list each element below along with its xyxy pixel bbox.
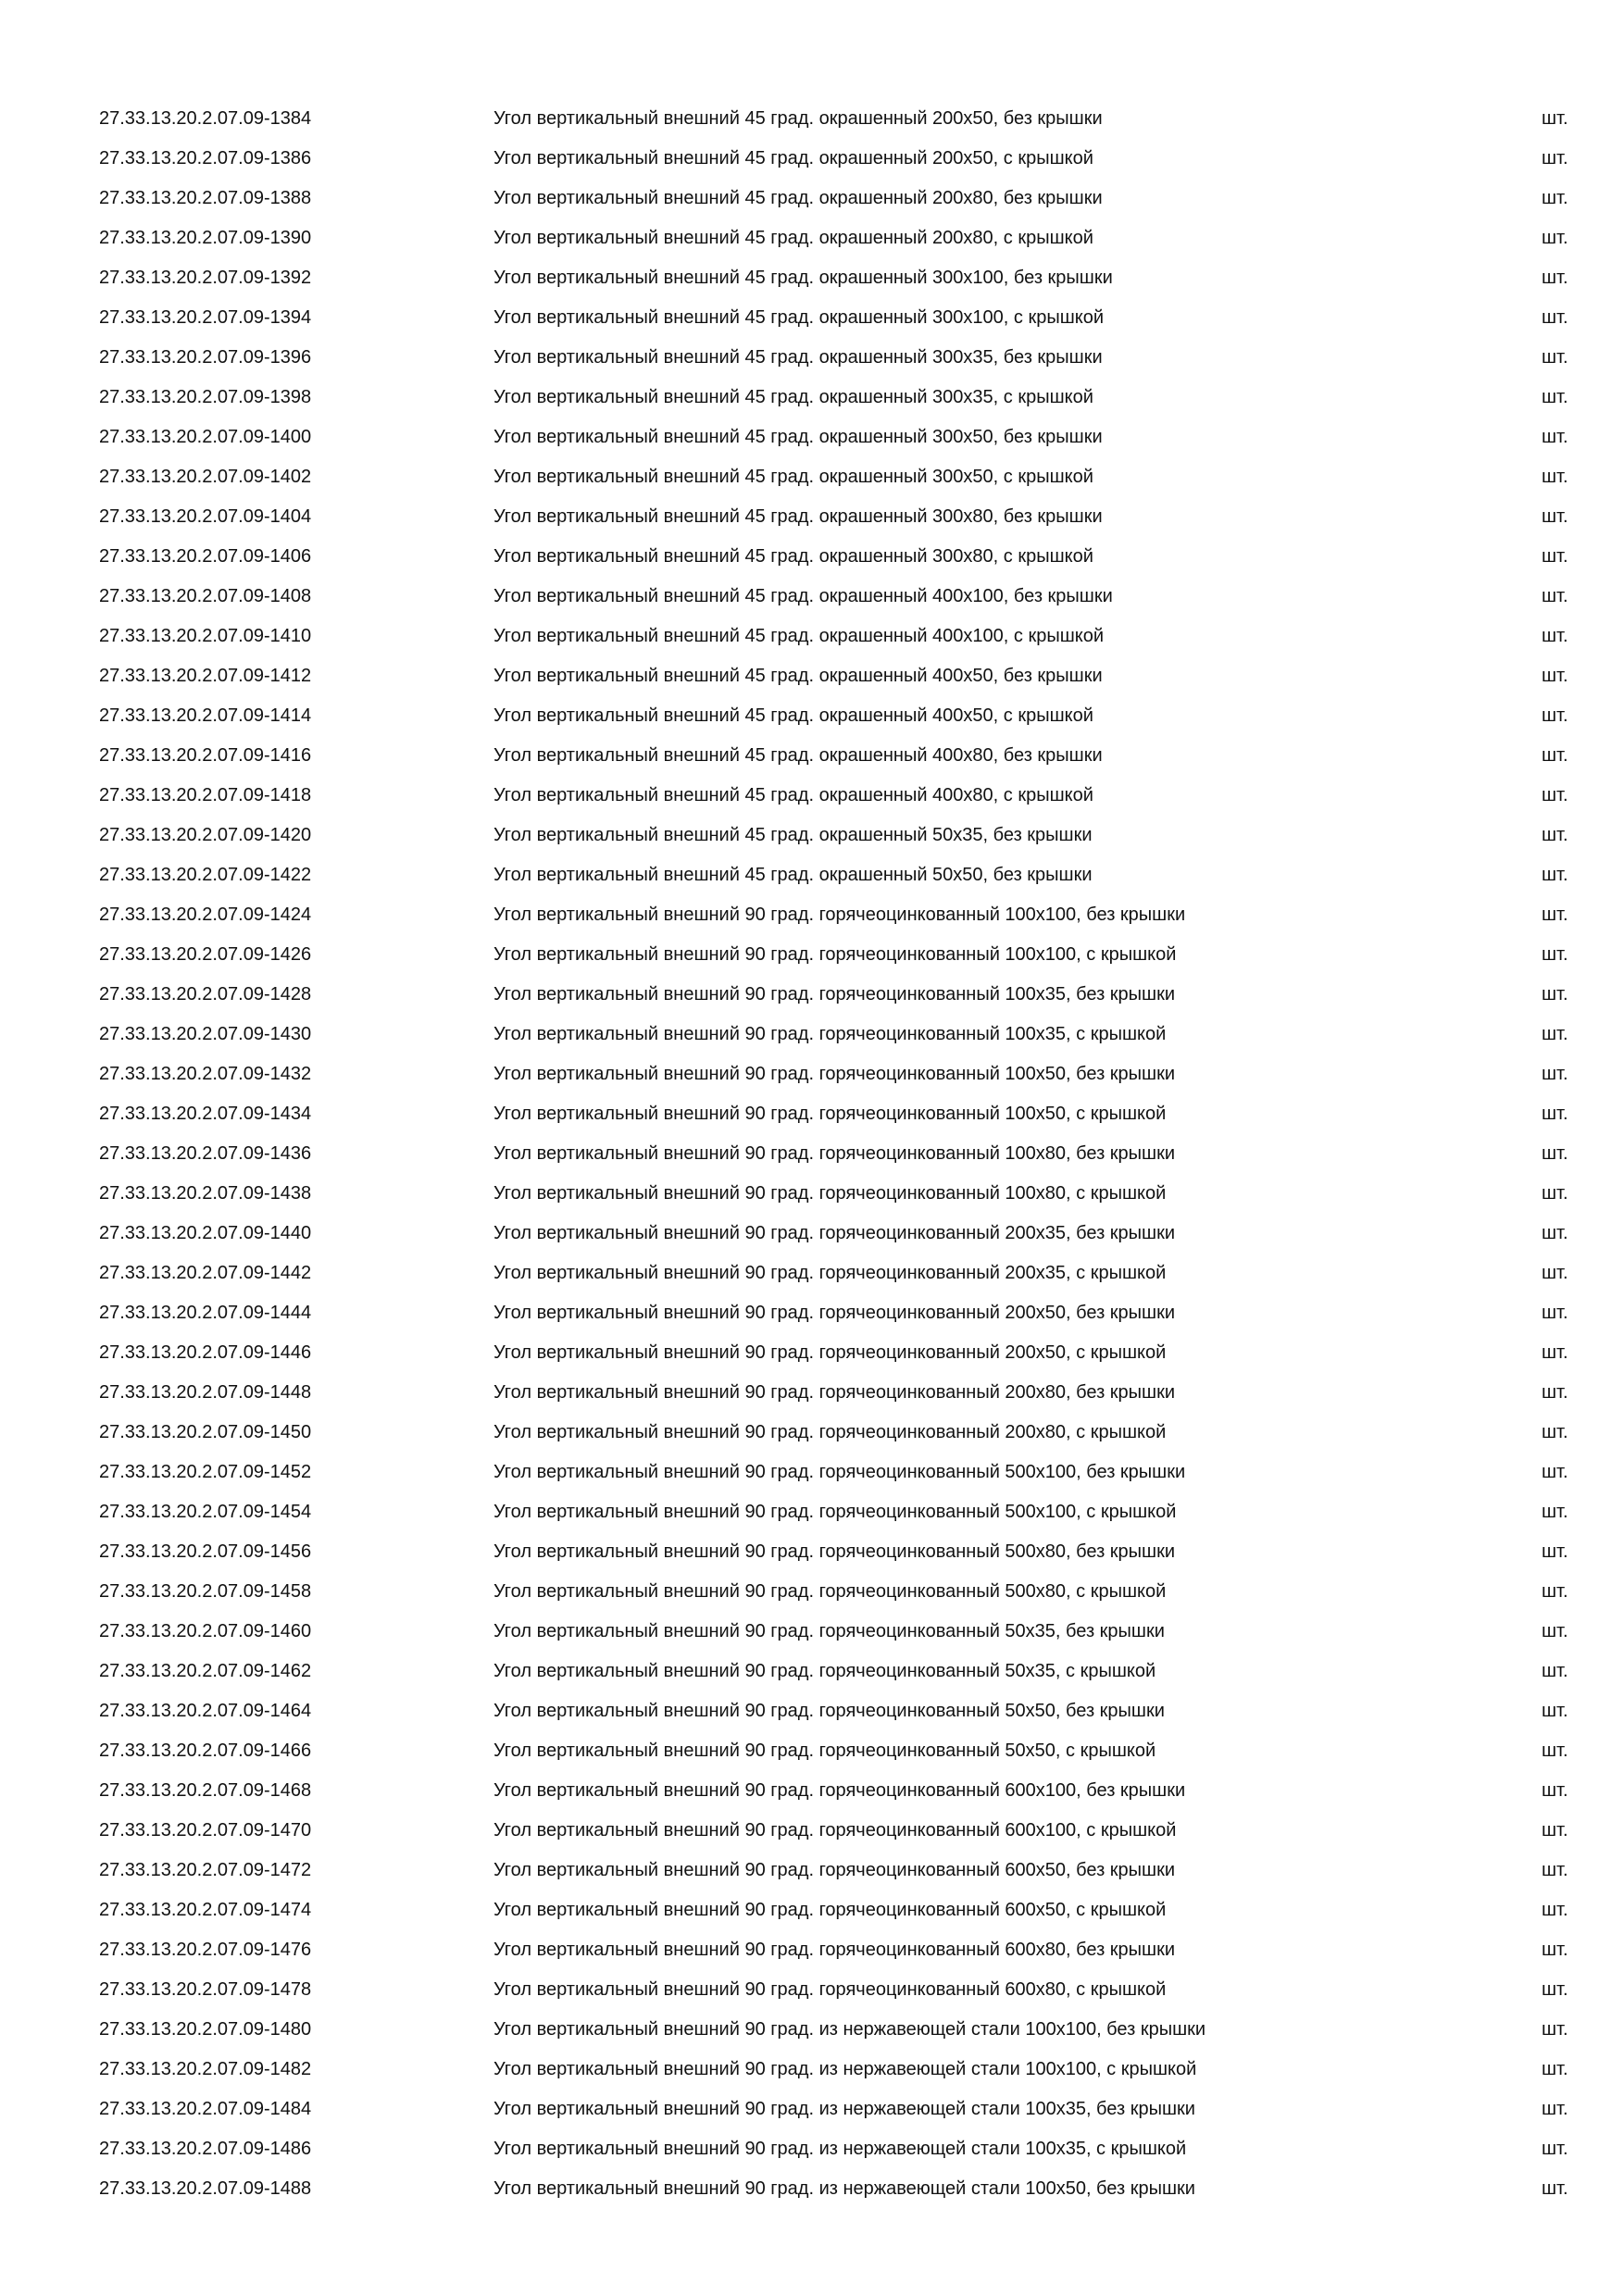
item-name: Угол вертикальный внешний 90 град. горячеоцинкованный 200х50, без крышки (493, 1303, 1176, 1323)
item-name: Угол вертикальный внешний 90 град. горячеоцинкованный 600х80, без крышки (493, 1940, 1176, 1960)
item-name: Угол вертикальный внешний 90 град. горячеоцинкованный 100х50, без крышки (493, 1064, 1176, 1084)
table-row (0, 1023, 1624, 1063)
item-code: 27.33.13.20.2.07.09-1434 (99, 1104, 312, 1124)
item-code: 27.33.13.20.2.07.09-1420 (99, 825, 312, 845)
item-name: Угол вертикальный внешний 90 град. из нержавеющей стали 100х100, без крышки (493, 2019, 1206, 2040)
table-row (0, 306, 1624, 346)
item-code: 27.33.13.20.2.07.09-1418 (99, 785, 312, 805)
item-unit: шт. (1542, 745, 1568, 766)
item-unit: шт. (1542, 865, 1568, 885)
item-code: 27.33.13.20.2.07.09-1422 (99, 865, 312, 885)
item-name: Угол вертикальный внешний 90 град. горячеоцинкованный 100х35, с крышкой (493, 1024, 1167, 1044)
item-code: 27.33.13.20.2.07.09-1398 (99, 387, 312, 407)
item-unit: шт. (1542, 506, 1568, 527)
table-row (0, 824, 1624, 864)
item-unit: шт. (1542, 1940, 1568, 1960)
table-row (0, 665, 1624, 705)
table-row (0, 904, 1624, 943)
item-unit: шт. (1542, 1064, 1568, 1084)
table-row (0, 2018, 1624, 2058)
table-row (0, 1381, 1624, 1421)
table-row (0, 1063, 1624, 1103)
table-row (0, 2177, 1624, 2217)
item-unit: шт. (1542, 1621, 1568, 1641)
table-row (0, 2098, 1624, 2138)
table-row (0, 267, 1624, 306)
item-code: 27.33.13.20.2.07.09-1464 (99, 1701, 312, 1721)
item-code: 27.33.13.20.2.07.09-1450 (99, 1422, 312, 1442)
table-row (0, 1501, 1624, 1541)
item-name: Угол вертикальный внешний 90 град. горячеоцинкованный 100х100, без крышки (493, 905, 1186, 925)
item-unit: шт. (1542, 1303, 1568, 1323)
table-row (0, 1978, 1624, 2018)
table-row (0, 346, 1624, 386)
item-unit: шт. (1542, 546, 1568, 567)
table-row (0, 705, 1624, 744)
item-name: Угол вертикальный внешний 45 град. окрашенный 300х80, с крышкой (493, 546, 1093, 567)
item-unit: шт. (1542, 108, 1568, 129)
item-code: 27.33.13.20.2.07.09-1388 (99, 188, 312, 208)
item-name: Угол вертикальный внешний 45 град. окрашенный 300х35, без крышки (493, 347, 1103, 368)
item-name: Угол вертикальный внешний 45 град. окрашенный 400х50, без крышки (493, 666, 1103, 686)
item-code: 27.33.13.20.2.07.09-1414 (99, 705, 312, 726)
item-unit: шт. (1542, 1462, 1568, 1482)
item-code: 27.33.13.20.2.07.09-1406 (99, 546, 312, 567)
item-code: 27.33.13.20.2.07.09-1404 (99, 506, 312, 527)
item-name: Угол вертикальный внешний 45 град. окрашенный 200х80, с крышкой (493, 228, 1093, 248)
item-unit: шт. (1542, 666, 1568, 686)
table-row (0, 466, 1624, 505)
item-unit: шт. (1542, 1979, 1568, 2000)
table-row (0, 625, 1624, 665)
item-unit: шт. (1542, 905, 1568, 925)
item-unit: шт. (1542, 1143, 1568, 1164)
item-code: 27.33.13.20.2.07.09-1444 (99, 1303, 312, 1323)
item-code: 27.33.13.20.2.07.09-1408 (99, 586, 312, 606)
item-code: 27.33.13.20.2.07.09-1466 (99, 1741, 312, 1761)
item-code: 27.33.13.20.2.07.09-1480 (99, 2019, 312, 2040)
item-name: Угол вертикальный внешний 90 град. горячеоцинкованный 50х50, без крышки (493, 1701, 1165, 1721)
item-unit: шт. (1542, 2019, 1568, 2040)
table-row (0, 744, 1624, 784)
item-name: Угол вертикальный внешний 90 град. горячеоцинкованный 500х80, без крышки (493, 1541, 1176, 1562)
item-name: Угол вертикальный внешний 45 град. окрашенный 300х100, без крышки (493, 268, 1113, 288)
item-code: 27.33.13.20.2.07.09-1438 (99, 1183, 312, 1204)
item-unit: шт. (1542, 1183, 1568, 1204)
item-unit: шт. (1542, 1342, 1568, 1363)
table-row (0, 1421, 1624, 1461)
item-name: Угол вертикальный внешний 45 град. окрашенный 50х50, без крышки (493, 865, 1093, 885)
price-list-table (0, 107, 1624, 2217)
item-code: 27.33.13.20.2.07.09-1430 (99, 1024, 312, 1044)
item-name: Угол вертикальный внешний 45 град. окрашенный 400х50, с крышкой (493, 705, 1093, 726)
item-unit: шт. (1542, 626, 1568, 646)
item-name: Угол вертикальный внешний 90 град. горячеоцинкованный 500х80, с крышкой (493, 1581, 1167, 1602)
table-row (0, 1700, 1624, 1740)
item-name: Угол вертикальный внешний 90 град. горячеоцинкованный 200х80, без крышки (493, 1382, 1176, 1403)
item-name: Угол вертикальный внешний 90 град. горячеоцинкованный 50х35, с крышкой (493, 1661, 1156, 1681)
item-unit: шт. (1542, 1223, 1568, 1243)
item-name: Угол вертикальный внешний 90 град. горячеоцинкованный 600х50, с крышкой (493, 1900, 1167, 1920)
table-row (0, 943, 1624, 983)
item-code: 27.33.13.20.2.07.09-1456 (99, 1541, 312, 1562)
item-name: Угол вертикальный внешний 90 град. горячеоцинкованный 600х100, с крышкой (493, 1820, 1177, 1841)
item-code: 27.33.13.20.2.07.09-1416 (99, 745, 312, 766)
item-name: Угол вертикальный внешний 90 град. из нержавеющей стали 100х100, с крышкой (493, 2059, 1197, 2079)
item-unit: шт. (1542, 347, 1568, 368)
item-name: Угол вертикальный внешний 90 град. горячеоцинкованный 50х50, с крышкой (493, 1741, 1156, 1761)
item-unit: шт. (1542, 148, 1568, 168)
item-unit: шт. (1542, 705, 1568, 726)
item-unit: шт. (1542, 1701, 1568, 1721)
item-unit: шт. (1542, 2059, 1568, 2079)
table-row (0, 1182, 1624, 1222)
item-code: 27.33.13.20.2.07.09-1468 (99, 1780, 312, 1801)
item-code: 27.33.13.20.2.07.09-1400 (99, 427, 312, 447)
item-name: Угол вертикальный внешний 90 град. горячеоцинкованный 100х100, с крышкой (493, 944, 1177, 965)
item-unit: шт. (1542, 1422, 1568, 1442)
item-name: Угол вертикальный внешний 45 град. окрашенный 400х100, с крышкой (493, 626, 1105, 646)
item-name: Угол вертикальный внешний 45 град. окрашенный 50х35, без крышки (493, 825, 1093, 845)
item-code: 27.33.13.20.2.07.09-1392 (99, 268, 312, 288)
item-code: 27.33.13.20.2.07.09-1448 (99, 1382, 312, 1403)
item-name: Угол вертикальный внешний 90 град. горячеоцинкованный 100х80, без крышки (493, 1143, 1176, 1164)
table-row (0, 784, 1624, 824)
table-row (0, 1899, 1624, 1939)
item-code: 27.33.13.20.2.07.09-1402 (99, 467, 312, 487)
item-unit: шт. (1542, 1860, 1568, 1880)
table-row (0, 1262, 1624, 1302)
item-name: Угол вертикальный внешний 45 град. окрашенный 400х80, с крышкой (493, 785, 1093, 805)
table-row (0, 1222, 1624, 1262)
item-unit: шт. (1542, 1820, 1568, 1841)
item-unit: шт. (1542, 984, 1568, 1004)
item-code: 27.33.13.20.2.07.09-1472 (99, 1860, 312, 1880)
item-code: 27.33.13.20.2.07.09-1394 (99, 307, 312, 328)
item-code: 27.33.13.20.2.07.09-1440 (99, 1223, 312, 1243)
item-name: Угол вертикальный внешний 90 град. горячеоцинкованный 500х100, с крышкой (493, 1502, 1177, 1522)
item-name: Угол вертикальный внешний 90 град. горячеоцинкованный 100х35, без крышки (493, 984, 1176, 1004)
item-name: Угол вертикальный внешний 90 град. горячеоцинкованный 200х35, с крышкой (493, 1263, 1167, 1283)
item-code: 27.33.13.20.2.07.09-1426 (99, 944, 312, 965)
item-unit: шт. (1542, 2099, 1568, 2119)
item-unit: шт. (1542, 1024, 1568, 1044)
item-unit: шт. (1542, 1104, 1568, 1124)
item-name: Угол вертикальный внешний 45 град. окрашенный 400х80, без крышки (493, 745, 1103, 766)
item-unit: шт. (1542, 586, 1568, 606)
table-row (0, 1740, 1624, 1779)
item-name: Угол вертикальный внешний 45 град. окрашенный 300х50, с крышкой (493, 467, 1093, 487)
table-row (0, 386, 1624, 426)
item-code: 27.33.13.20.2.07.09-1442 (99, 1263, 312, 1283)
table-row (0, 1580, 1624, 1620)
item-code: 27.33.13.20.2.07.09-1482 (99, 2059, 312, 2079)
table-row (0, 505, 1624, 545)
item-code: 27.33.13.20.2.07.09-1470 (99, 1820, 312, 1841)
item-code: 27.33.13.20.2.07.09-1458 (99, 1581, 312, 1602)
item-code: 27.33.13.20.2.07.09-1428 (99, 984, 312, 1004)
item-unit: шт. (1542, 467, 1568, 487)
item-unit: шт. (1542, 427, 1568, 447)
table-row (0, 227, 1624, 267)
item-code: 27.33.13.20.2.07.09-1454 (99, 1502, 312, 1522)
item-unit: шт. (1542, 1900, 1568, 1920)
table-row (0, 864, 1624, 904)
table-row (0, 1819, 1624, 1859)
item-code: 27.33.13.20.2.07.09-1486 (99, 2139, 312, 2159)
item-unit: шт. (1542, 2139, 1568, 2159)
table-row (0, 426, 1624, 466)
item-name: Угол вертикальный внешний 45 град. окрашенный 200х80, без крышки (493, 188, 1103, 208)
table-row (0, 545, 1624, 585)
table-row (0, 147, 1624, 187)
table-row (0, 1620, 1624, 1660)
item-name: Угол вертикальный внешний 90 град. горячеоцинкованный 600х100, без крышки (493, 1780, 1186, 1801)
item-code: 27.33.13.20.2.07.09-1410 (99, 626, 312, 646)
item-code: 27.33.13.20.2.07.09-1432 (99, 1064, 312, 1084)
item-name: Угол вертикальный внешний 90 град. из нержавеющей стали 100х35, с крышкой (493, 2139, 1187, 2159)
item-code: 27.33.13.20.2.07.09-1424 (99, 905, 312, 925)
item-name: Угол вертикальный внешний 90 град. горячеоцинкованный 100х50, с крышкой (493, 1104, 1167, 1124)
item-code: 27.33.13.20.2.07.09-1436 (99, 1143, 312, 1164)
table-row (0, 1859, 1624, 1899)
item-code: 27.33.13.20.2.07.09-1396 (99, 347, 312, 368)
item-name: Угол вертикальный внешний 45 град. окрашенный 300х100, с крышкой (493, 307, 1105, 328)
table-row (0, 1541, 1624, 1580)
item-name: Угол вертикальный внешний 90 град. горячеоцинкованный 600х80, с крышкой (493, 1979, 1167, 2000)
item-name: Угол вертикальный внешний 90 град. горячеоцинкованный 200х50, с крышкой (493, 1342, 1167, 1363)
item-name: Угол вертикальный внешний 45 град. окрашенный 400х100, без крышки (493, 586, 1113, 606)
item-code: 27.33.13.20.2.07.09-1484 (99, 2099, 312, 2119)
item-unit: шт. (1542, 1581, 1568, 1602)
item-code: 27.33.13.20.2.07.09-1452 (99, 1462, 312, 1482)
item-unit: шт. (1542, 1741, 1568, 1761)
item-name: Угол вертикальный внешний 90 град. горячеоцинкованный 100х80, с крышкой (493, 1183, 1167, 1204)
item-name: Угол вертикальный внешний 90 град. горячеоцинкованный 200х35, без крышки (493, 1223, 1176, 1243)
item-code: 27.33.13.20.2.07.09-1412 (99, 666, 312, 686)
item-name: Угол вертикальный внешний 90 град. горячеоцинкованный 500х100, без крышки (493, 1462, 1186, 1482)
item-unit: шт. (1542, 1502, 1568, 1522)
item-name: Угол вертикальный внешний 90 град. горячеоцинкованный 600х50, без крышки (493, 1860, 1176, 1880)
item-name: Угол вертикальный внешний 45 град. окрашенный 200х50, с крышкой (493, 148, 1093, 168)
table-row (0, 1103, 1624, 1142)
item-code: 27.33.13.20.2.07.09-1390 (99, 228, 312, 248)
table-row (0, 1939, 1624, 1978)
item-unit: шт. (1542, 387, 1568, 407)
item-code: 27.33.13.20.2.07.09-1476 (99, 1940, 312, 1960)
table-row (0, 1142, 1624, 1182)
item-unit: шт. (1542, 307, 1568, 328)
item-code: 27.33.13.20.2.07.09-1478 (99, 1979, 312, 2000)
item-name: Угол вертикальный внешний 90 град. из нержавеющей стали 100х50, без крышки (493, 2178, 1195, 2199)
item-unit: шт. (1542, 1780, 1568, 1801)
item-code: 27.33.13.20.2.07.09-1386 (99, 148, 312, 168)
table-row (0, 1779, 1624, 1819)
item-code: 27.33.13.20.2.07.09-1446 (99, 1342, 312, 1363)
item-unit: шт. (1542, 1263, 1568, 1283)
item-name: Угол вертикальный внешний 90 град. горячеоцинкованный 200х80, с крышкой (493, 1422, 1167, 1442)
item-unit: шт. (1542, 268, 1568, 288)
item-name: Угол вертикальный внешний 45 град. окрашенный 300х80, без крышки (493, 506, 1103, 527)
item-unit: шт. (1542, 1541, 1568, 1562)
item-unit: шт. (1542, 1382, 1568, 1403)
item-code: 27.33.13.20.2.07.09-1474 (99, 1900, 312, 1920)
table-row (0, 107, 1624, 147)
item-unit: шт. (1542, 2178, 1568, 2199)
item-unit: шт. (1542, 825, 1568, 845)
item-unit: шт. (1542, 1661, 1568, 1681)
table-row (0, 1341, 1624, 1381)
item-code: 27.33.13.20.2.07.09-1460 (99, 1621, 312, 1641)
item-unit: шт. (1542, 785, 1568, 805)
table-row (0, 585, 1624, 625)
table-row (0, 187, 1624, 227)
item-name: Угол вертикальный внешний 90 град. из нержавеющей стали 100х35, без крышки (493, 2099, 1195, 2119)
item-code: 27.33.13.20.2.07.09-1462 (99, 1661, 312, 1681)
table-row (0, 1461, 1624, 1501)
item-unit: шт. (1542, 944, 1568, 965)
item-name: Угол вертикальный внешний 90 град. горячеоцинкованный 50х35, без крышки (493, 1621, 1165, 1641)
item-unit: шт. (1542, 188, 1568, 208)
item-code: 27.33.13.20.2.07.09-1488 (99, 2178, 312, 2199)
table-row (0, 1660, 1624, 1700)
item-code: 27.33.13.20.2.07.09-1384 (99, 108, 312, 129)
table-row (0, 2138, 1624, 2177)
item-name: Угол вертикальный внешний 45 град. окрашенный 300х50, без крышки (493, 427, 1103, 447)
table-row (0, 2058, 1624, 2098)
item-name: Угол вертикальный внешний 45 град. окрашенный 300х35, с крышкой (493, 387, 1093, 407)
item-unit: шт. (1542, 228, 1568, 248)
item-name: Угол вертикальный внешний 45 град. окрашенный 200х50, без крышки (493, 108, 1103, 129)
table-row (0, 1302, 1624, 1341)
table-row (0, 983, 1624, 1023)
